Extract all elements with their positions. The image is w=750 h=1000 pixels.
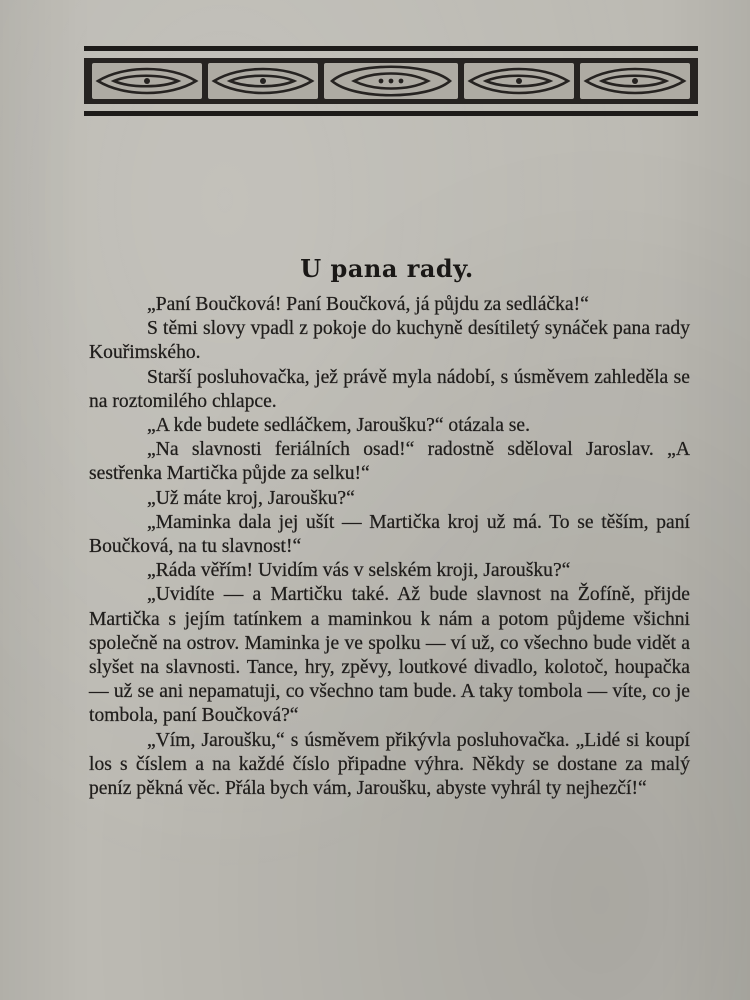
body-text xyxy=(89,293,690,801)
paragraph: „A kde budete sedláčkem, Jaroušku?“ otázala se. xyxy=(147,415,531,437)
paragraph: S těmi slovy vpadl z pokoje do kuchyně desítiletý synáček pana rady Kouřimského. xyxy=(89,318,690,364)
paragraph: Starší posluhovačka, jež právě myla nádobí, s úsměvem zahleděla se na roztomilého chlapce. xyxy=(89,366,690,412)
chapter-title: U pana rady. xyxy=(300,254,474,284)
decorative-header-ornament xyxy=(84,44,698,120)
paragraph: „Paní Boučková! Paní Boučková, já půjdu za sedláčka!“ xyxy=(147,294,589,315)
paragraph: „Už máte kroj, Jaroušku?“ xyxy=(147,487,355,509)
paragraph: „Maminka dala jej ušít — Martička kroj už má. To se těším, paní Boučková, na tu slavnost!“ xyxy=(89,511,690,558)
paragraph: „Ráda věřím! Uvidím vás v selském kroji, Jaroušku?“ xyxy=(147,560,571,582)
paragraph: „Vím, Jaroušku,“ s úsměvem přikývla posluhovačka. „Lidé si koupí los s číslem a na každé číslo připadne výhra. Někdy se dostane za malý peníz pěkná věc. Přála bych vám, Jaroušku, abyste vyhrál ty nejhezčí!“ xyxy=(89,729,690,800)
paragraph: „Uvidíte — a Martičku také. Až bude slavnost na Žofíně, přijde Martička s jejím tatínkem a maminkou k nám a potom půjdeme všichni společně na ostrov. Maminka je ve spolku — ví už, co všechno bude vidět a slyšet na slavnosti. Tance, hry, zpěvy, loutkové divadlo, kolotoč, houpačka — už se ani nepamatuji, co všechno tam bude. A taky tombola — víte, co je tombola, paní Boučková?“ xyxy=(89,584,690,727)
paragraph: „Na slavnosti feriálních osad!“ radostně sděloval Jaroslav. „A sestřenka Martička půjde za selku!“ xyxy=(89,439,690,485)
